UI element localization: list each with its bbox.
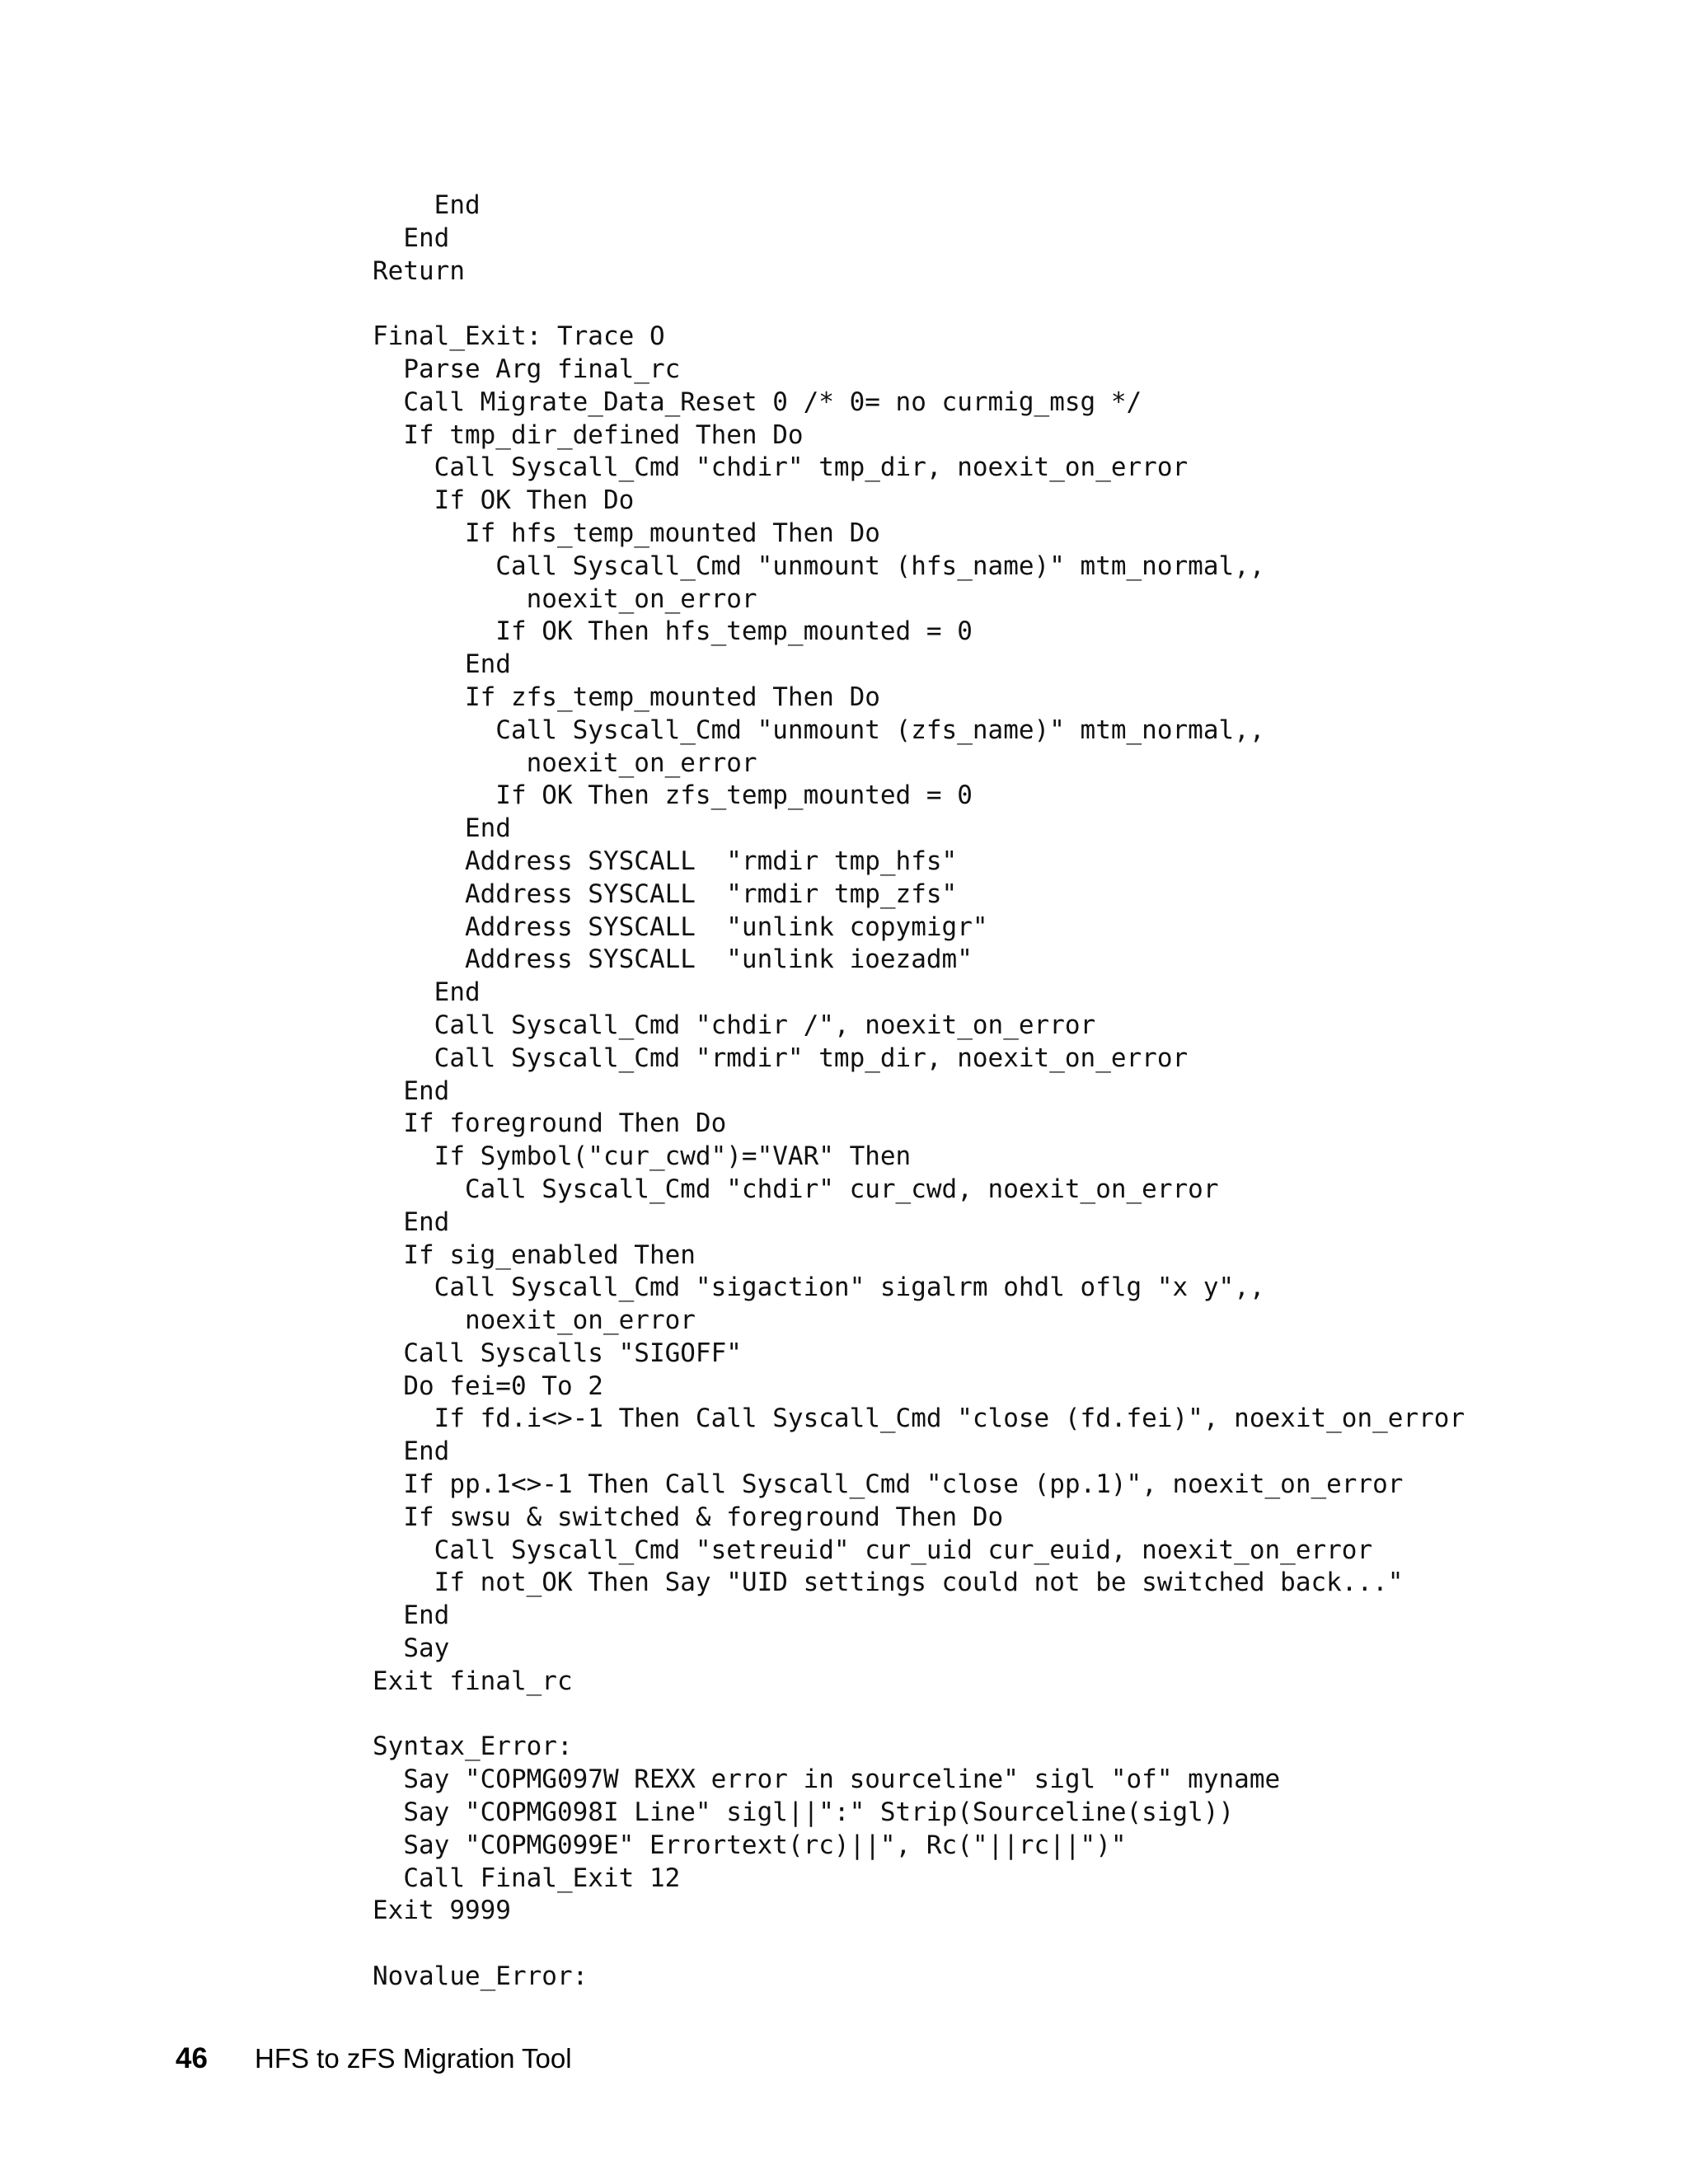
code-line: Call Syscall_Cmd "setreuid" cur_uid cur_euid, noexit_on_error	[373, 1535, 1373, 1565]
code-listing	[373, 190, 1465, 1994]
code-line: Call Syscall_Cmd "sigaction" sigalrm ohdl oflg "x y",,	[373, 1272, 1265, 1303]
code-line: noexit_on_error	[373, 1305, 696, 1336]
code-line: Call Migrate_Data_Reset 0 /* 0= no curmig_msg */	[373, 387, 1142, 417]
code-line: End	[373, 190, 481, 220]
page-footer	[176, 2042, 572, 2075]
code-line: Address SYSCALL "rmdir tmp_hfs"	[373, 846, 958, 876]
book-title: HFS to zFS Migration Tool	[255, 2043, 572, 2074]
code-line: If zfs_temp_mounted Then Do	[373, 682, 880, 712]
code-line: Exit 9999	[373, 1896, 511, 1926]
code-line: If OK Then zfs_temp_mounted = 0	[373, 780, 973, 811]
code-line: Call Syscall_Cmd "chdir" cur_cwd, noexit_on_error	[373, 1174, 1219, 1204]
code-line: Do fei=0 To 2	[373, 1371, 603, 1401]
code-line: If tmp_dir_defined Then Do	[373, 419, 804, 450]
code-line: Parse Arg final_rc	[373, 354, 681, 384]
code-line: If not_OK Then Say "UID settings could not be switched back..."	[373, 1568, 1404, 1598]
code-line: If sig_enabled Then	[373, 1240, 696, 1270]
code-line: End	[373, 223, 450, 253]
code-line: If foreground Then Do	[373, 1108, 727, 1139]
code-line: Address SYSCALL "unlink copymigr"	[373, 912, 988, 942]
code-line: Call Syscall_Cmd "chdir /", noexit_on_error	[373, 1010, 1096, 1040]
code-line: End	[373, 1207, 450, 1237]
code-line: Exit final_rc	[373, 1666, 573, 1696]
code-line: Call Syscall_Cmd "unmount (zfs_name)" mtm_normal,,	[373, 715, 1265, 745]
code-line	[373, 1699, 1465, 1732]
code-line: Address SYSCALL "rmdir tmp_zfs"	[373, 879, 958, 909]
code-line: Say "COPMG098I Line" sigl||":" Strip(Sourceline(sigl))	[373, 1797, 1235, 1828]
page-number: 46	[176, 2042, 208, 2074]
code-line: End	[373, 813, 511, 844]
code-line: Call Syscalls "SIGOFF"	[373, 1338, 742, 1368]
code-line: Say "COPMG099E" Errortext(rc)||", Rc("||rc||")"	[373, 1830, 1127, 1860]
code-line: noexit_on_error	[373, 748, 757, 778]
code-line: If swsu & switched & foreground Then Do	[373, 1502, 1004, 1532]
code-line	[373, 288, 1465, 321]
code-line: End	[373, 1601, 450, 1631]
code-line: Novalue_Error:	[373, 1961, 588, 1992]
code-line: If Symbol("cur_cwd")="VAR" Then	[373, 1141, 912, 1172]
code-line: If pp.1<>-1 Then Call Syscall_Cmd "close (pp.1)", noexit_on_error	[373, 1469, 1404, 1500]
code-line: End	[373, 649, 511, 680]
code-line	[373, 1928, 1465, 1961]
code-line: End	[373, 1076, 450, 1106]
code-line: Call Syscall_Cmd "unmount (hfs_name)" mtm_normal,,	[373, 551, 1265, 581]
code-line: Return	[373, 255, 465, 286]
code-line: Address SYSCALL "unlink ioezadm"	[373, 944, 973, 975]
code-line: If hfs_temp_mounted Then Do	[373, 518, 880, 548]
code-line: Say	[373, 1633, 450, 1664]
code-line: If OK Then Do	[373, 485, 635, 516]
code-line: noexit_on_error	[373, 583, 757, 614]
code-line: Call Syscall_Cmd "chdir" tmp_dir, noexit_on_error	[373, 452, 1189, 483]
code-line: If fd.i<>-1 Then Call Syscall_Cmd "close (fd.fei)", noexit_on_error	[373, 1404, 1465, 1434]
code-line: End	[373, 977, 481, 1008]
code-line: Call Final_Exit 12	[373, 1863, 681, 1893]
code-line: If OK Then hfs_temp_mounted = 0	[373, 616, 973, 647]
code-line: Say "COPMG097W REXX error in sourceline" sigl "of" myname	[373, 1765, 1281, 1795]
code-line: Call Syscall_Cmd "rmdir" tmp_dir, noexit_on_error	[373, 1043, 1189, 1073]
code-line: Syntax_Error:	[373, 1732, 573, 1762]
code-line: End	[373, 1436, 450, 1467]
code-line: Final_Exit: Trace O	[373, 321, 665, 352]
